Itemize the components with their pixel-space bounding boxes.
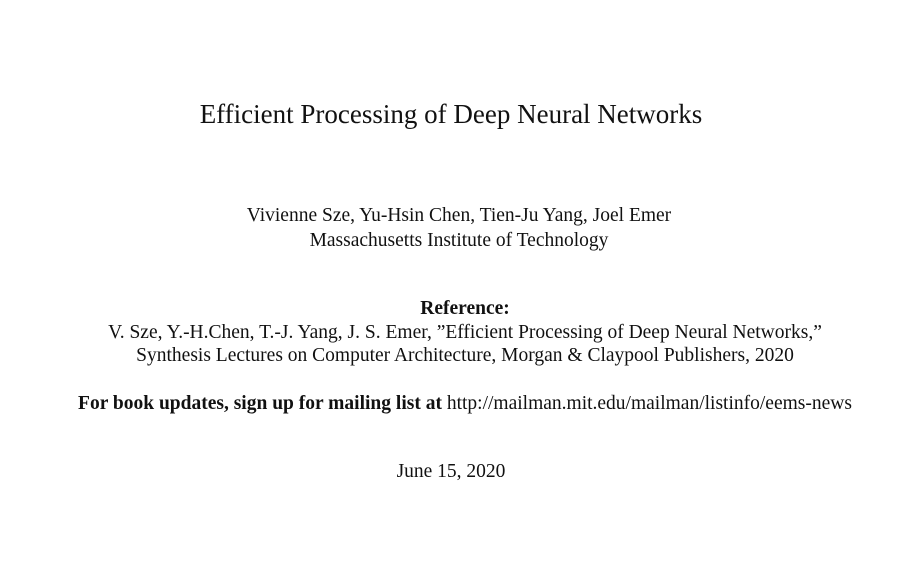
reference-citation-line-1: V. Sze, Y.-H.Chen, T.-J. Yang, J. S. Emer, ”Efficient Processing of Deep Neural Networks,”: [108, 322, 822, 343]
author-list: Vivienne Sze, Yu-Hsin Chen, Tien-Ju Yang, Joel Emer: [246, 205, 672, 226]
book-updates-label: For book updates, sign up for mailing list at: [78, 393, 442, 414]
document-title: Efficient Processing of Deep Neural Networks: [199, 99, 703, 129]
reference-citation-line-2: Synthesis Lectures on Computer Architecture, Morgan & Claypool Publishers, 2020: [136, 345, 794, 366]
document-date: June 15, 2020: [396, 461, 506, 482]
mailing-list-link[interactable]: http://mailman.mit.edu/mailman/listinfo/eems-news: [446, 393, 852, 414]
book-updates-notice: [14, 391, 902, 417]
author-affiliation: Massachusetts Institute of Technology: [309, 230, 609, 251]
reference-heading: Reference:: [420, 298, 510, 319]
